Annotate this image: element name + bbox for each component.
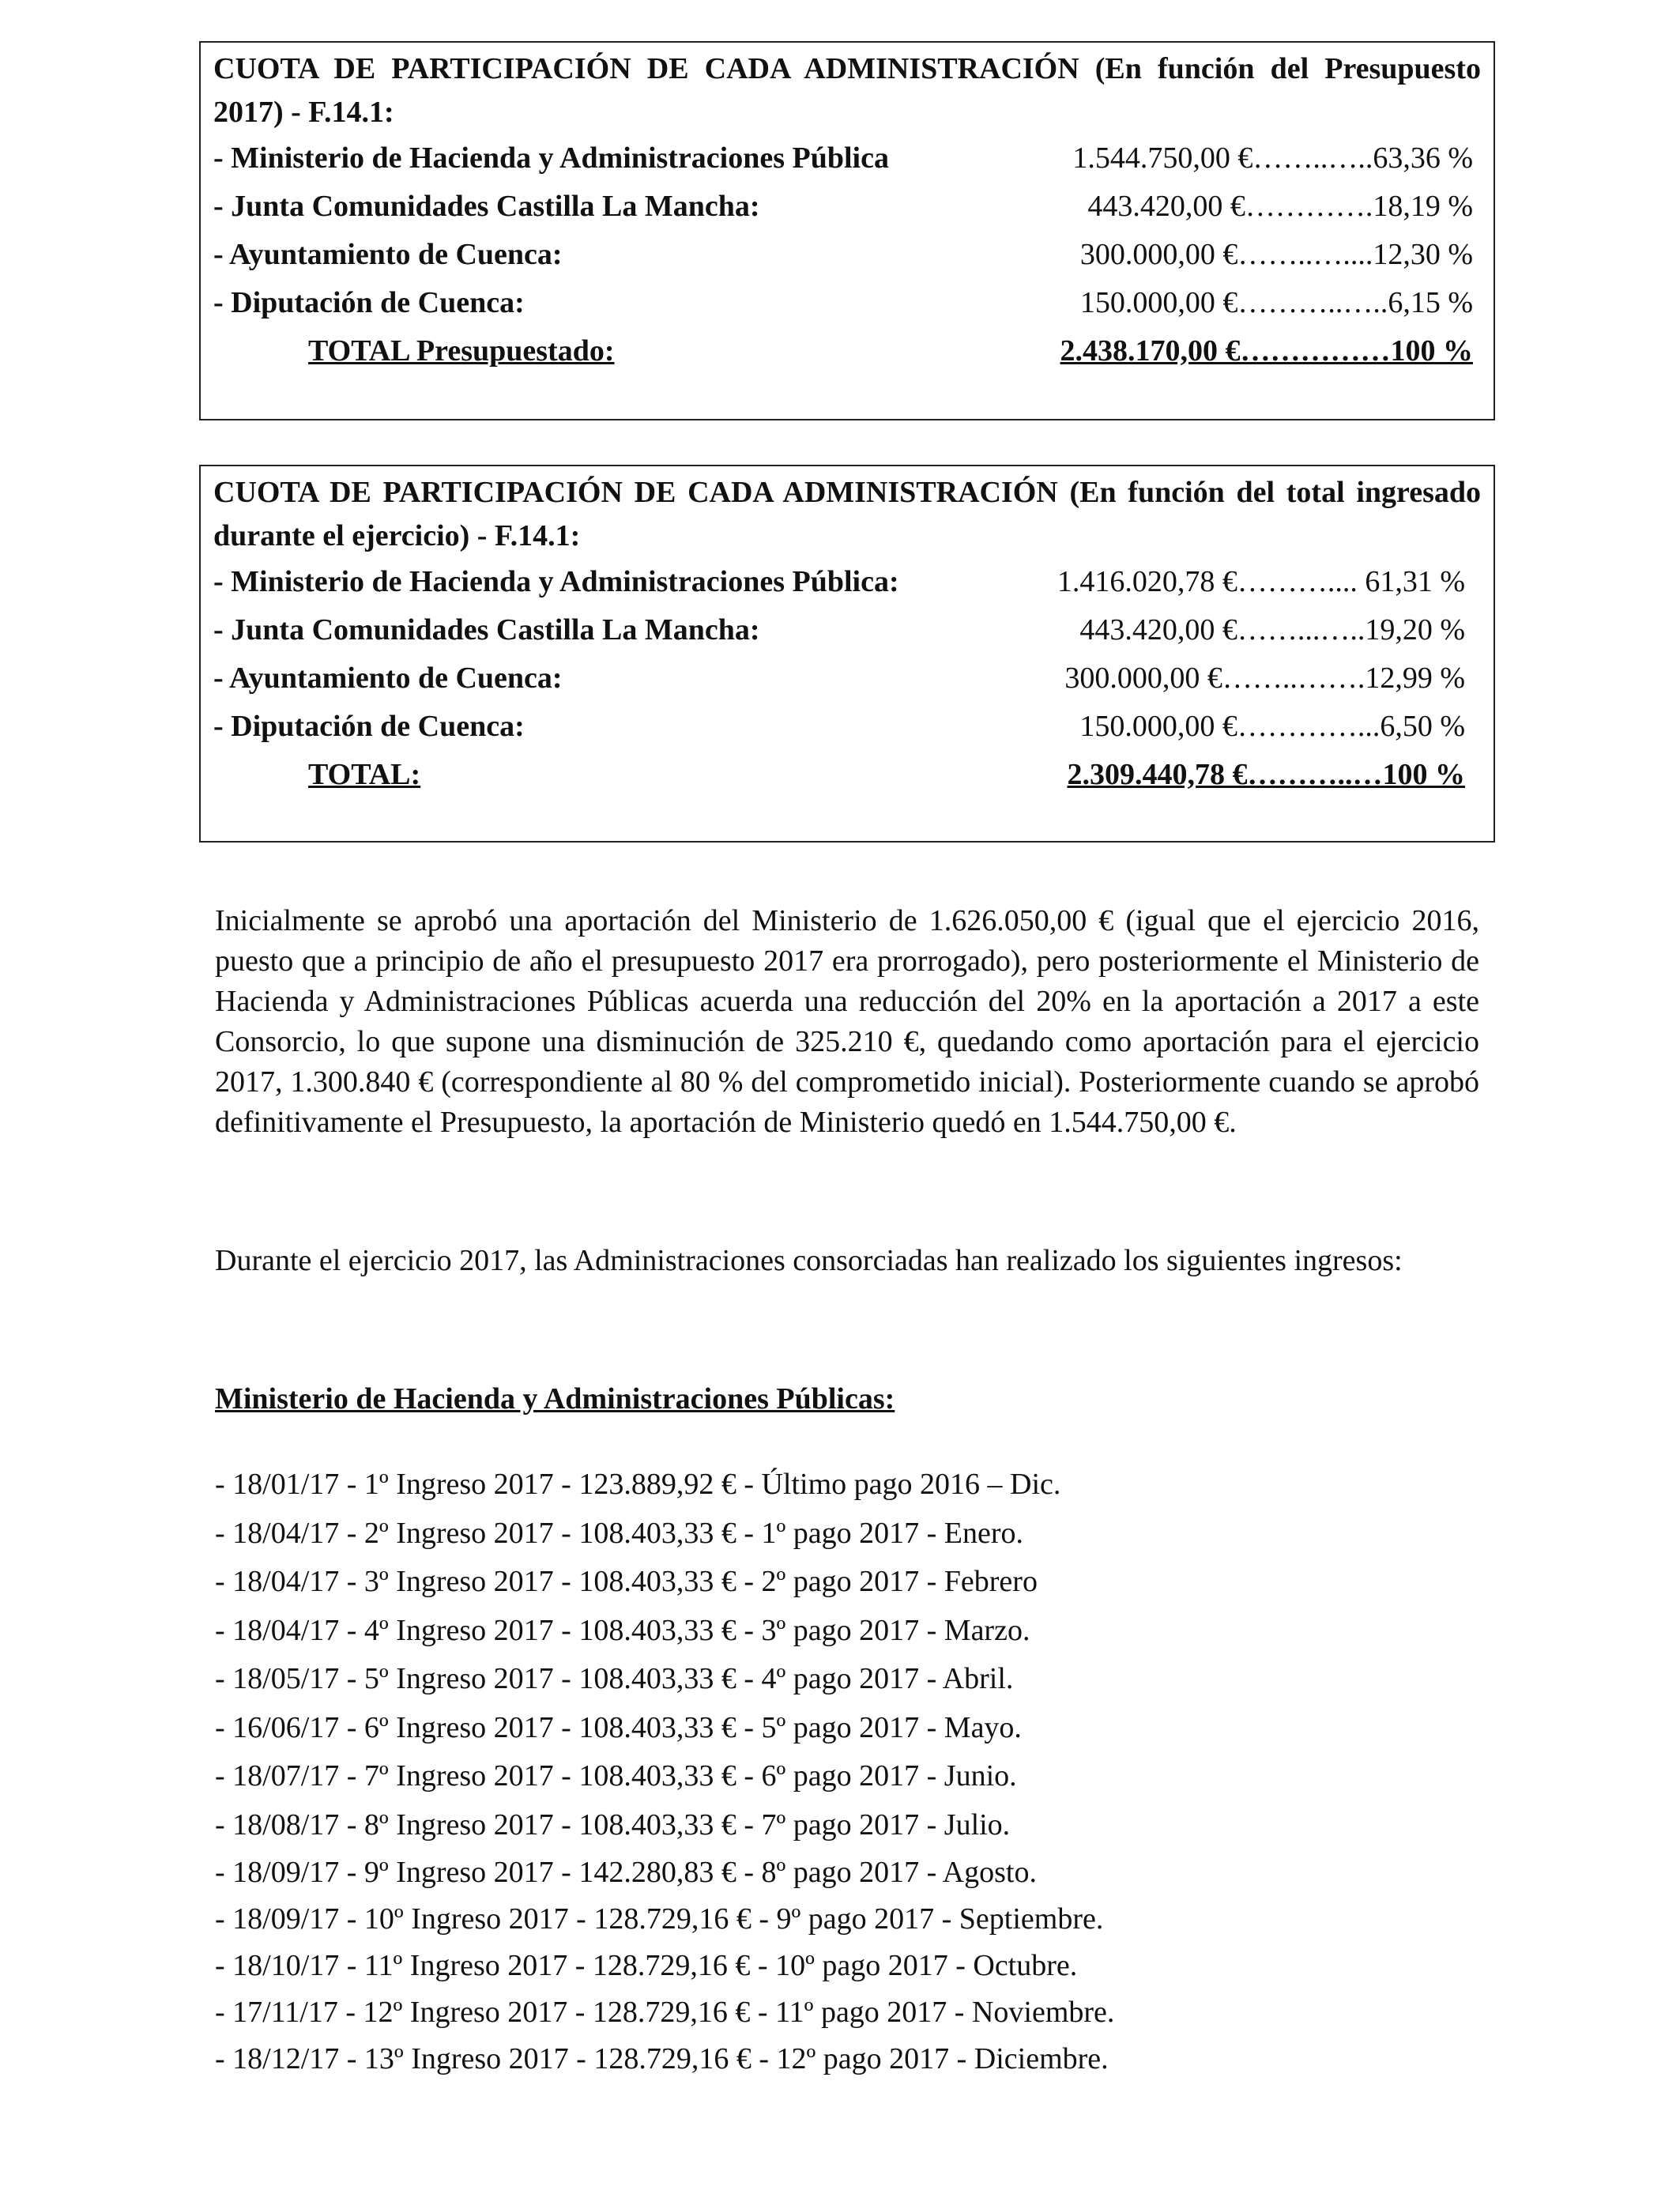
total-label: TOTAL Presupuestado:: [308, 334, 615, 368]
payment-item: - 18/04/17 - 3º Ingreso 2017 - 108.403,33 € - 2º pago 2017 - Febrero: [215, 1565, 1038, 1598]
share-row-amount: 1.544.750,00 €……..…..63,36 %: [1072, 141, 1473, 175]
share-row-label: - Diputación de Cuenca:: [213, 710, 525, 743]
share-row-label: - Ayuntamiento de Cuenca:: [213, 662, 563, 695]
share-row-amount: 1.416.020,78 €……….... 61,31 %: [1057, 565, 1465, 598]
share-row-label: - Ayuntamiento de Cuenca:: [213, 238, 563, 271]
share-row: [213, 279, 1481, 327]
share-row-amount: 150.000,00 €…………...6,50 %: [1079, 710, 1465, 743]
payment-item: - 18/09/17 - 10º Ingreso 2017 - 128.729,16 € - 9º pago 2017 - Septiembre.: [215, 1902, 1104, 1936]
total-row: [213, 751, 1481, 799]
income-intro-paragraph: Durante el ejercicio 2017, las Administraciones consorciadas han realizado los siguientes ingresos:: [215, 1244, 1403, 1277]
payments-list: [215, 1461, 1114, 2083]
total-amount: 2.438.170,00 €……………100 %: [1060, 334, 1473, 368]
income-share-box: [199, 465, 1495, 843]
share-row: [213, 183, 1481, 231]
total-row: [213, 327, 1481, 375]
share-row-amount: 300.000,00 €……..…….12,99 %: [1064, 662, 1465, 695]
payment-item: - 18/09/17 - 9º Ingreso 2017 - 142.280,83 € - 8º pago 2017 - Agosto.: [215, 1856, 1037, 1889]
payment-item: - 18/07/17 - 7º Ingreso 2017 - 108.403,33 € - 6º pago 2017 - Junio.: [215, 1759, 1017, 1793]
ministry-contribution-paragraph: Inicialmente se aprobó una aportación del Ministerio de 1.626.050,00 € (igual que el ejercicio 2016, puesto que a principio de año el presupuesto 2017 era prorrogado), pero posteriormente el Ministerio de Hacienda y Administraciones Públicas acuerda una reducción del 20% en la aportación a 2017 a este Consorcio, lo que supone una disminución de 325.210 €, quedando como aportación para el ejercicio 2017, 1.300.840 € (correspondiente al 80 % del comprometido inicial). Posteriormente cuando se aprobó definitivamente el Presupuesto, la aportación de Ministerio quedó en 1.544.750,00 €.: [215, 904, 1479, 1139]
payment-item: - 18/10/17 - 11º Ingreso 2017 - 128.729,16 € - 10º pago 2017 - Octubre.: [215, 1949, 1078, 1982]
payment-item: - 16/06/17 - 6º Ingreso 2017 - 108.403,33 € - 5º pago 2017 - Mayo.: [215, 1710, 1022, 1744]
budget-share-box: [199, 41, 1495, 420]
ministry-heading: Ministerio de Hacienda y Administraciones Públicas:: [215, 1382, 895, 1416]
share-row: [213, 654, 1481, 703]
share-row-label: - Ministerio de Hacienda y Administraciones Pública: [213, 141, 889, 175]
payment-item: - 17/11/17 - 12º Ingreso 2017 - 128.729,16 € - 11º pago 2017 - Noviembre.: [215, 1996, 1115, 2029]
payment-item: - 18/01/17 - 1º Ingreso 2017 - 123.889,92 € - Último pago 2016 – Dic.: [215, 1468, 1061, 1501]
payment-item: - 18/08/17 - 8º Ingreso 2017 - 108.403,33 € - 7º pago 2017 - Julio.: [215, 1808, 1011, 1842]
total-amount: 2.309.440,78 €………..…100 %: [1067, 758, 1465, 791]
income-share-title: CUOTA DE PARTICIPACIÓN DE CADA ADMINISTRACIÓN (En función del total ingresado durante el ejercicio) - F.14.1:: [213, 476, 1481, 552]
share-row: [213, 703, 1481, 751]
share-row: [213, 231, 1481, 279]
share-row-amount: 443.420,00 €……...…..19,20 %: [1079, 613, 1465, 647]
share-row-label: - Diputación de Cuenca:: [213, 286, 525, 319]
share-row-label: - Junta Comunidades Castilla La Mancha:: [213, 190, 760, 223]
share-row-amount: 443.420,00 €………….18,19 %: [1087, 190, 1473, 223]
share-row-label: - Junta Comunidades Castilla La Mancha:: [213, 613, 760, 647]
share-row-label: - Ministerio de Hacienda y Administraciones Pública:: [213, 565, 899, 598]
share-row-amount: 150.000,00 €………..…..6,15 %: [1079, 286, 1473, 319]
share-row-amount: 300.000,00 €……..…....12,30 %: [1079, 238, 1473, 271]
share-row: [213, 606, 1481, 654]
payment-item: - 18/12/17 - 13º Ingreso 2017 - 128.729,16 € - 12º pago 2017 - Diciembre.: [215, 2042, 1109, 2075]
share-row: [213, 134, 1481, 183]
payment-item: - 18/05/17 - 5º Ingreso 2017 - 108.403,33 € - 4º pago 2017 - Abril.: [215, 1662, 1014, 1695]
total-label: TOTAL:: [308, 758, 421, 791]
share-row: [213, 558, 1481, 606]
payment-item: - 18/04/17 - 4º Ingreso 2017 - 108.403,33 € - 3º pago 2017 - Marzo.: [215, 1613, 1030, 1647]
budget-share-title: CUOTA DE PARTICIPACIÓN DE CADA ADMINISTRACIÓN (En función del Presupuesto 2017) - F.14.1:: [213, 52, 1481, 129]
payment-item: - 18/04/17 - 2º Ingreso 2017 - 108.403,33 € - 1º pago 2017 - Enero.: [215, 1516, 1024, 1550]
